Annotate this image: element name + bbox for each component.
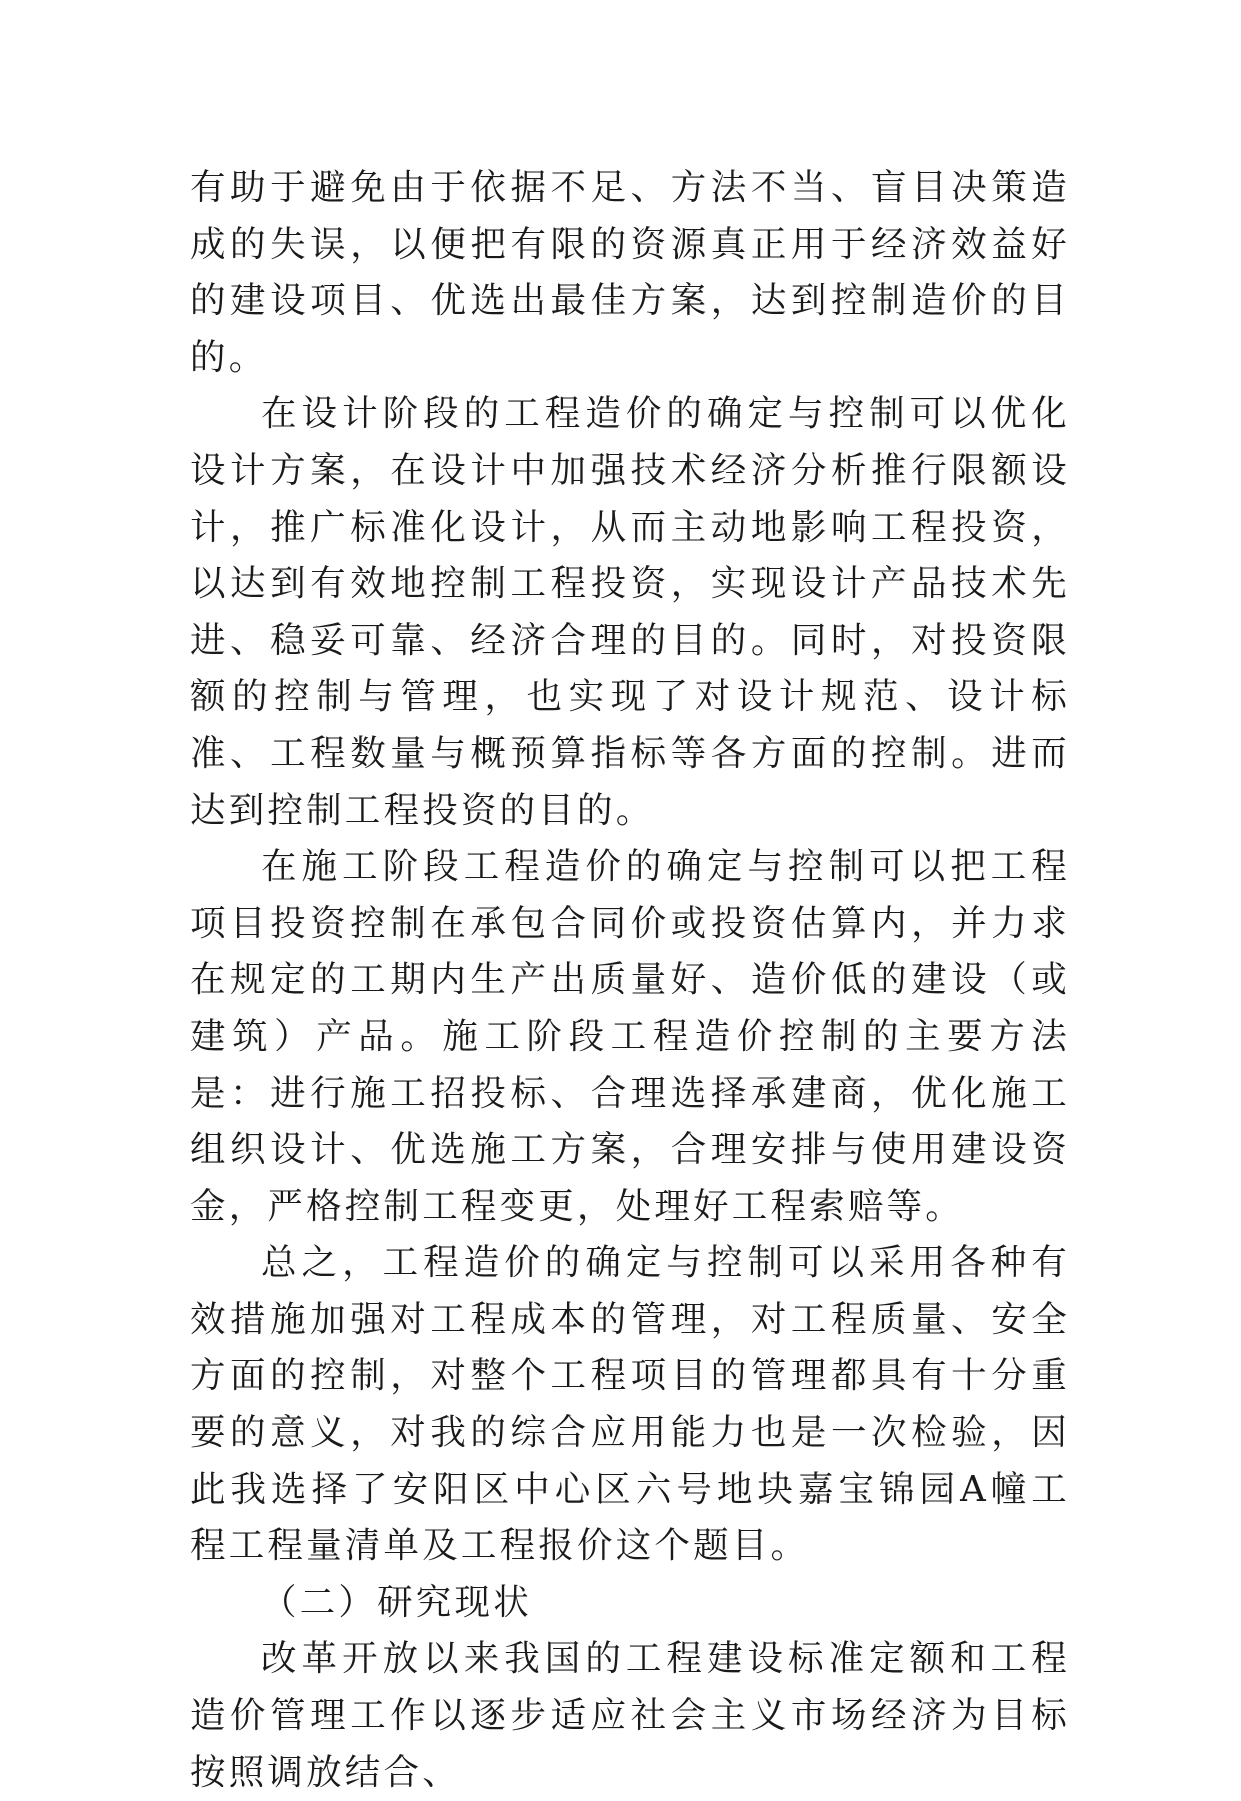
paragraph-1: 有助于避免由于依据不足、方法不当、盲目决策造成的失误，以便把有限的资源真正用于经济效益好的建设项目、优选出最佳方案，达到控制造价的目的。 [190,167,1070,378]
paragraph-5: 改革开放以来我国的工程建设标准定额和工程造价管理工作以逐步适应社会主义市场经济为目标按照调放结合、 [190,1638,1070,1793]
paragraph-3: 在施工阶段工程造价的确定与控制可以把工程项目投资控制在承包合同价或投资估算内，并力求在规定的工期内生产出质量好、造价低的建设（或建筑）产品。施工阶段工程造价控制的主要方法是：进行施工招投标、合理选择承建商，优化施工组织设计、优选施工方案，合理安排与使用建设资金，严格控制工程变更，处理好工程索赔等。 [190,846,1070,1227]
body-text [190,160,1070,1801]
paragraph-4: 总之，工程造价的确定与控制可以采用各种有效措施加强对工程成本的管理，对工程质量、安全方面的控制，对整个工程项目的管理都具有十分重要的意义，对我的综合应用能力也是一次检验，因此我选择了安阳区中心区六号地块嘉宝锦园A幢工程工程量清单及工程报价这个题目。 [190,1242,1070,1567]
paragraph-2: 在设计阶段的工程造价的确定与控制可以优化设计方案，在设计中加强技术经济分析推行限额设计，推广标准化设计，从而主动地影响工程投资，以达到有效地控制工程投资，实现设计产品技术先进、稳妥可靠、经济合理的目的。同时，对投资限额的控制与管理，也实现了对设计规范、设计标准、工程数量与概预算指标等各方面的控制。进而达到控制工程投资的目的。 [190,393,1070,831]
section-heading: （二）研究现状 [261,1581,532,1623]
